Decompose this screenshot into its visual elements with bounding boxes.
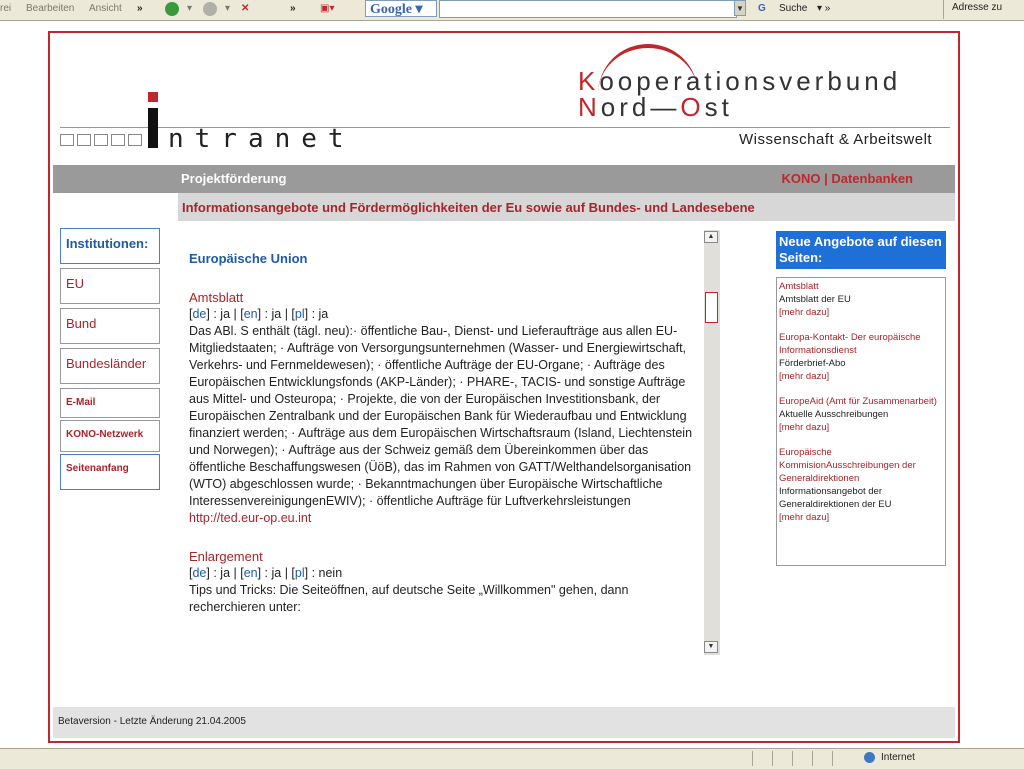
go-button[interactable]: zu bbox=[991, 2, 1003, 13]
nav-institutionen[interactable]: Institutionen: bbox=[60, 228, 160, 264]
menu-edit[interactable]: Bearbeiten bbox=[26, 3, 75, 14]
scroll-up-icon[interactable]: ▲ bbox=[704, 231, 718, 243]
org-name-line2: Nord—Ost bbox=[578, 92, 733, 122]
logo-i-stem bbox=[148, 108, 158, 148]
nav-eu[interactable]: EU bbox=[60, 268, 160, 304]
nav-bund[interactable]: Bund bbox=[60, 308, 160, 344]
offer-desc: Aktuelle Ausschreibungen bbox=[779, 409, 889, 420]
content-heading: Europäische Union bbox=[189, 251, 308, 266]
lang-en-link-2[interactable]: en bbox=[243, 566, 258, 580]
menu-view[interactable]: Ansicht bbox=[89, 3, 122, 14]
language-availability: [de] : ja | [en] : ja | [pl] : ja bbox=[189, 307, 329, 321]
nav-bundeslaender[interactable]: Bundesländer bbox=[60, 348, 160, 384]
footer-text: Betaversion - Letzte Änderung 21.04.2005 bbox=[58, 716, 246, 727]
section-amtsblatt-text: Das ABl. S enthält (tägl. neu):· öffentliche Bau-, Dienst- und Lieferaufträge aus allen EU-Mitgliedstaaten; · Aufträge von Versorgungsunternehmen (Wasser- und Energiewirtschaft, Verkehrs- und Fernmeldewesen); · öffentliche Aufträge der EU-Organe; · Aufträge des Europäischen Entwicklungsfonds (AKP-Länder); · PHARE-, TACIS- und sonstige Aufträge aus Mittel- und Osteuropa; · Projekte, die von der Europäischen Investitionsbank, der Europäischen Zentralbank und der Europäischen Bank für Wiederaufbau und Entwicklung finanziert werden; · Aufträge aus dem Europäischen Wirtschaftsraum (Island, Liechtenstein und Norwegen); · Aufträge aus der Schweiz gemäß dem Übereinkommen über das öffentliche Beschaffungswesen (ÜöB), das im Rahmen von GATT/Welthandelsorganisation (WTO) abgeschlossen wurde; · Bekanntmachungen über Europäische Wirtschaftliche InteressenvereinigungenEWIV); · öffentliche Aufträge für Luftverkehrsleistungen bbox=[189, 324, 693, 508]
content-scrollbar[interactable] bbox=[704, 230, 720, 655]
security-zone: Internet bbox=[864, 752, 915, 763]
menu-file[interactable]: rei bbox=[0, 3, 12, 14]
lang-pl-link-2[interactable]: pl bbox=[294, 566, 305, 580]
lang-de-link[interactable]: de bbox=[192, 307, 207, 321]
language-availability-2: [de] : ja | [en] : ja | [pl] : nein bbox=[189, 566, 343, 580]
lang-de-link-2[interactable]: de bbox=[192, 566, 207, 580]
main-content bbox=[189, 230, 701, 655]
section-amtsblatt-title: Amtsblatt bbox=[189, 290, 244, 305]
nav-email[interactable]: E-Mail bbox=[60, 388, 160, 418]
stop-icon[interactable]: ✕ bbox=[241, 3, 250, 14]
offer-more-link[interactable]: [mehr dazu] bbox=[779, 371, 830, 382]
lang-pl-link[interactable]: pl bbox=[294, 307, 305, 321]
logo-i-dot bbox=[148, 92, 158, 102]
org-name-line1: Kooperationsverbund bbox=[578, 66, 902, 96]
section-band bbox=[53, 165, 955, 193]
google-search-input[interactable] bbox=[439, 0, 737, 18]
pdf-icon[interactable]: ▣▾ bbox=[320, 3, 335, 14]
browser-toolbar bbox=[0, 0, 1024, 21]
search-options-icon[interactable]: ▾ » bbox=[817, 3, 831, 14]
offer-desc: Förderbrief-Abo bbox=[779, 358, 846, 369]
intranet-logo-text: ntranet bbox=[168, 124, 355, 154]
offer-more-link[interactable]: [mehr dazu] bbox=[779, 307, 830, 318]
nav-seitenanfang[interactable]: Seitenanfang bbox=[60, 454, 160, 490]
search-button[interactable]: Suche bbox=[779, 3, 808, 14]
forward-icon[interactable] bbox=[203, 2, 217, 16]
back-dropdown-icon[interactable]: ▾ bbox=[187, 3, 193, 14]
back-icon[interactable] bbox=[165, 2, 179, 16]
org-subtitle: Wissenschaft & Arbeitswelt bbox=[739, 131, 933, 148]
google-search-icon[interactable]: G bbox=[758, 3, 766, 14]
offer-desc: Informationsangebot der Generaldirektionen der EU bbox=[779, 486, 892, 510]
offer-item bbox=[779, 446, 943, 524]
search-dropdown-icon[interactable]: ▼ bbox=[734, 0, 746, 16]
forward-dropdown-icon[interactable]: ▾ bbox=[225, 3, 231, 14]
scroll-down-icon[interactable]: ▼ bbox=[704, 641, 718, 653]
section-title: Projektförderung bbox=[181, 171, 287, 186]
google-toolbar-logo[interactable]: Google ▾ bbox=[365, 0, 437, 17]
nav-kono-netzwerk[interactable]: KONO-Netzwerk bbox=[60, 420, 160, 452]
offer-item bbox=[779, 280, 943, 319]
offer-item bbox=[779, 395, 943, 434]
address-label: Adresse zu bbox=[943, 0, 1024, 19]
offer-title-link[interactable]: EuropeAid (Amt für Zusammenarbeit) bbox=[779, 396, 937, 407]
toolbar-overflow-icon-2[interactable]: » bbox=[290, 3, 296, 14]
section-enlargement-title: Enlargement bbox=[189, 549, 263, 564]
offer-item bbox=[779, 331, 943, 383]
offer-more-link[interactable]: [mehr dazu] bbox=[779, 512, 830, 523]
toolbar-overflow-icon[interactable]: » bbox=[137, 3, 143, 14]
lang-en-link[interactable]: en bbox=[243, 307, 258, 321]
page-subtitle: Informationsangebote und Fördermöglichkeiten der Eu sowie auf Bundes- und Landesebene bbox=[182, 200, 755, 215]
offer-title-link[interactable]: Amtsblatt bbox=[779, 281, 819, 292]
scroll-thumb[interactable] bbox=[705, 292, 718, 323]
offer-title-link[interactable]: Europa-Kontakt- Der europäische Informationsdienst bbox=[779, 332, 921, 356]
new-offers-heading: Neue Angebote auf diesen Seiten: bbox=[776, 231, 946, 269]
ted-url-link[interactable]: http://ted.eur-op.eu.int bbox=[189, 511, 312, 525]
offer-title-link[interactable]: Europäische KommisionAusschreibungen der Generaldirektionen bbox=[779, 447, 916, 484]
new-offers-list bbox=[776, 277, 946, 566]
browser-status-bar bbox=[0, 748, 1024, 769]
logo-boxes bbox=[60, 133, 145, 151]
offer-more-link[interactable]: [mehr dazu] bbox=[779, 422, 830, 433]
section-enlargement-text: Tips und Tricks: Die Seiteöffnen, auf deutsche Seite „Willkommen" gehen, dann recherchieren unter: bbox=[189, 583, 629, 614]
offer-desc: Amtsblatt der EU bbox=[779, 294, 851, 305]
kono-databases-link[interactable]: KONO | Datenbanken bbox=[781, 171, 913, 186]
subtitle-band bbox=[178, 193, 955, 221]
page-footer bbox=[53, 707, 955, 738]
globe-icon bbox=[864, 752, 875, 763]
